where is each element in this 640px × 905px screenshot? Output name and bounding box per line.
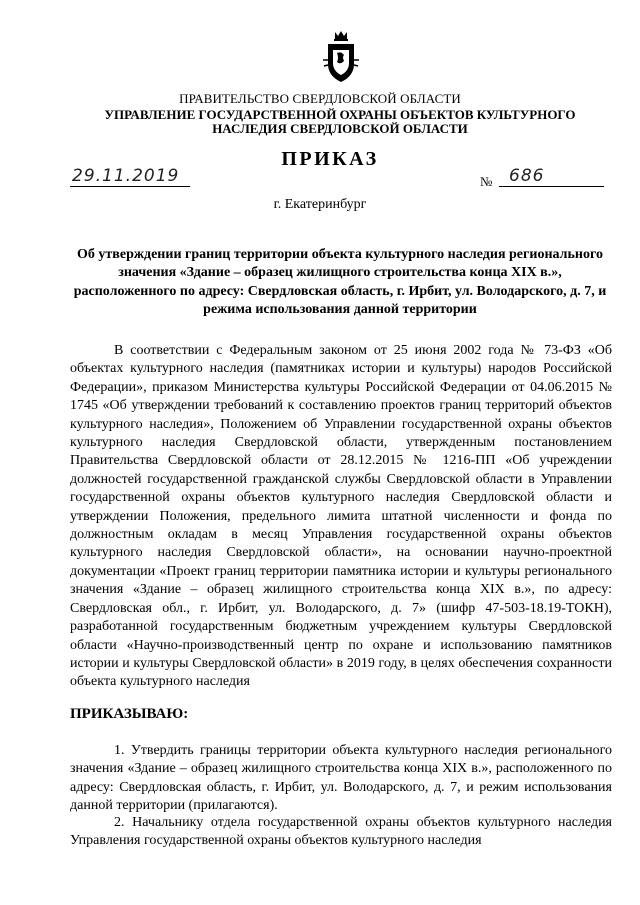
order-item-2: 2. Начальнику отдела государственной охраны объектов культурного наследия Управления государственной охраны объектов культурного наследия bbox=[70, 815, 612, 849]
handwritten-number: 686 bbox=[509, 166, 545, 186]
document-type: ПРИКАЗ bbox=[281, 148, 379, 170]
preamble-paragraph: В соответствии с Федеральным законом от 25 июня 2002 года № 73-ФЗ «Об объектах культурного наследия (памятниках истории и культуры) народов Российской Федерации», приказом Министерства культуры Российской Федерации от 04.06.2015 № 1745 «Об утверждении требований к составлению проектов границ территорий объектов культурного наследия», Положением об Управлении государственной охраны объектов культурного наследия Свердловской области, утвержденным постановлением Правительства Свердловской области от 28.12.2015 № 1216-ПП «Об учреждении должностей государственной гражданской службы Свердловской области в Управлении государственной охраны объектов культурного наследия Свердловской области и утверждении Положения, предельного лимита штатной численности и фонда по должностным окладам в месяц Управления государственной охраны объектов культурного наследия Свердловской области», на основании научно-проектной документации «Проект границ территории памятника истории и культуры регионального значения «Здание – образец жилищного строительства конца XIX в.», по адресу: Свердловская обл., г. Ирбит, ул. Володарского, д. 7» (шифр 47-503-18.19-ТОКН), разработанной государственным бюджетным учреждением культуры Свердловской области «Научно-производственный центр по охране и использованию памятников истории и культуры Свердловской области» в 2019 году, в целях обеспечения сохранности объекта культурного наследия bbox=[70, 343, 612, 690]
orders-heading: ПРИКАЗЫВАЮ: bbox=[70, 706, 189, 722]
city-line: г. Екатеринбург bbox=[273, 197, 367, 212]
number-field bbox=[499, 168, 604, 187]
number-label: № bbox=[480, 174, 493, 189]
order-item-1: 1. Утвердить границы территории объекта культурного наследия регионального значения «Здание – образец жилищного строительства конца XIX в.», расположенного по адресу: Свердловская область, г. Ирбит, ул. Володарского, д. 7, и режим использования данной территории (прилагаются). bbox=[70, 743, 612, 814]
date-field bbox=[70, 168, 190, 187]
government-name: ПРАВИТЕЛЬСТВО СВЕРДЛОВСКОЙ ОБЛАСТИ bbox=[179, 91, 461, 106]
coat-of-arms-icon bbox=[321, 30, 361, 84]
department-name: УПРАВЛЕНИЕ ГОСУДАРСТВЕННОЙ ОХРАНЫ ОБЪЕКТОВ КУЛЬТУРНОГО НАСЛЕДИЯ СВЕРДЛОВСКОЙ ОБЛАСТИ bbox=[104, 107, 576, 136]
order-subject: Об утверждении границ территории объекта культурного наследия регионального значения «Здание – образец жилищного строительства конца XIX в.», расположенного по адресу: Свердловская область, г. Ирбит, ул. Володарского, д. 7, и режима использования данной территории bbox=[73, 247, 607, 318]
handwritten-date: 29.11.2019 bbox=[72, 166, 180, 186]
